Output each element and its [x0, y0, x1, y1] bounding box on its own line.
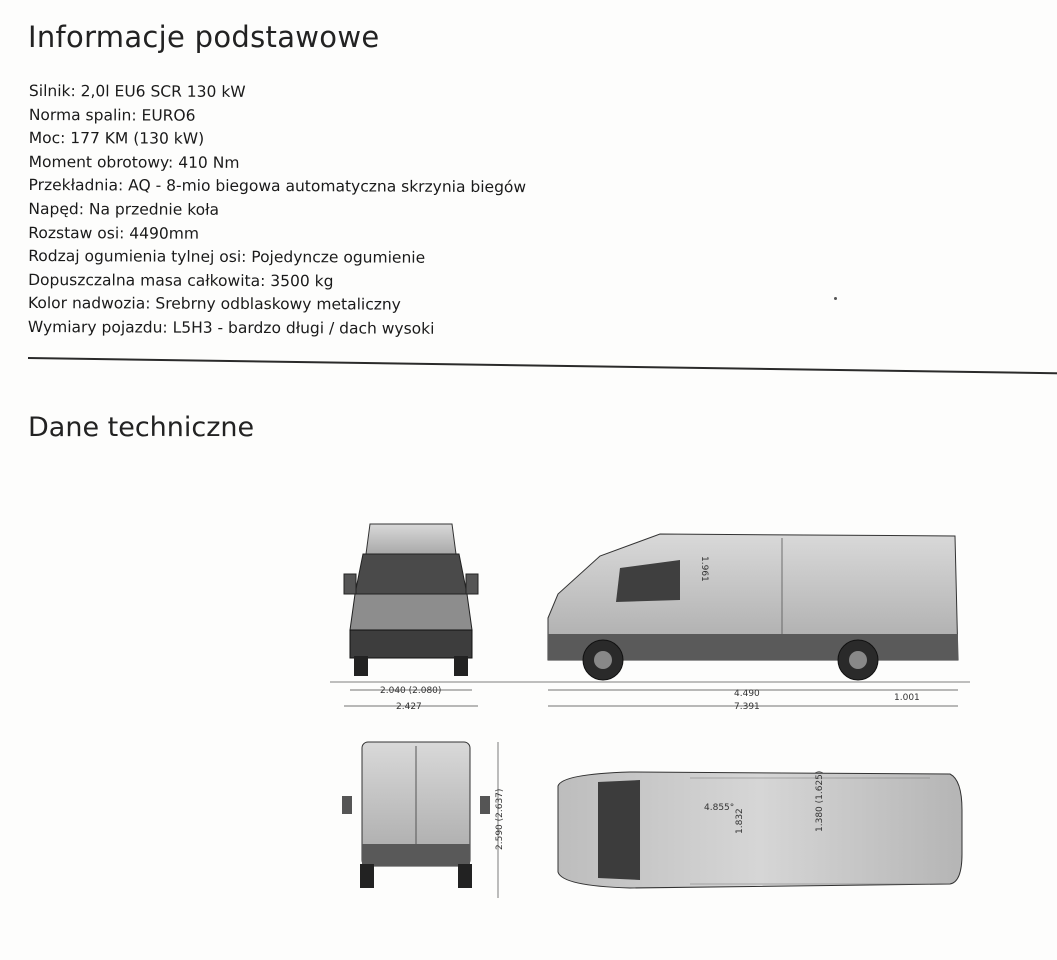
info-gross-weight: Dopuszczalna masa całkowita: 3500 kg: [28, 270, 334, 291]
info-gearbox: Przekładnia: AQ - 8-mio biegowa automatyczna skrzynia biegów: [28, 176, 527, 197]
dim-top-angle: 4.855°: [704, 803, 735, 813]
side-view: [548, 534, 958, 712]
dim-rear-overhang: 1.001: [894, 693, 920, 703]
section-divider: [28, 357, 1057, 374]
info-wheelbase: Rozstaw osi: 4490mm: [28, 223, 199, 243]
rear-view: [342, 742, 505, 898]
dim-rear-height: 2.590 (2.637): [495, 788, 505, 850]
dim-top-width-a: 1.832: [735, 808, 745, 834]
info-body-color: Kolor nadwozia: Srebrny odblaskowy metaliczny: [27, 294, 401, 314]
info-dimensions: Wymiary pojazdu: L5H3 - bardzo długi / dach wysoki: [27, 317, 435, 338]
info-engine: Silnik: 2,0l EU6 SCR 130 kW: [28, 81, 246, 101]
dim-overall-length: 7.391: [734, 702, 760, 712]
section-title-technical: Dane techniczne: [28, 412, 255, 443]
info-power: Moc: 177 KM (130 kW): [28, 129, 205, 148]
top-view: [558, 771, 962, 888]
basic-info-list: [28, 80, 527, 342]
section-title-basic-info: Informacje podstawowe: [28, 20, 380, 54]
info-emission-norm: Norma spalin: EURO6: [28, 105, 196, 125]
scan-speck: [834, 297, 837, 300]
dim-front-width: 2.040 (2.080): [380, 686, 442, 696]
dim-top-width-b: 1.380 (1.625): [815, 770, 825, 832]
info-torque: Moment obrotowy: 410 Nm: [28, 152, 240, 172]
info-rear-tyres: Rodzaj ogumienia tylnej osi: Pojedyncze ogumienie: [28, 247, 426, 267]
dim-side-height: 1.961: [699, 556, 709, 582]
dim-front-width-mirrors: 2.427: [396, 702, 422, 712]
dim-wheelbase: 4.490: [734, 689, 760, 699]
van-dimension-drawing: [330, 510, 970, 920]
info-drive: Napęd: Na przednie koła: [28, 199, 220, 219]
